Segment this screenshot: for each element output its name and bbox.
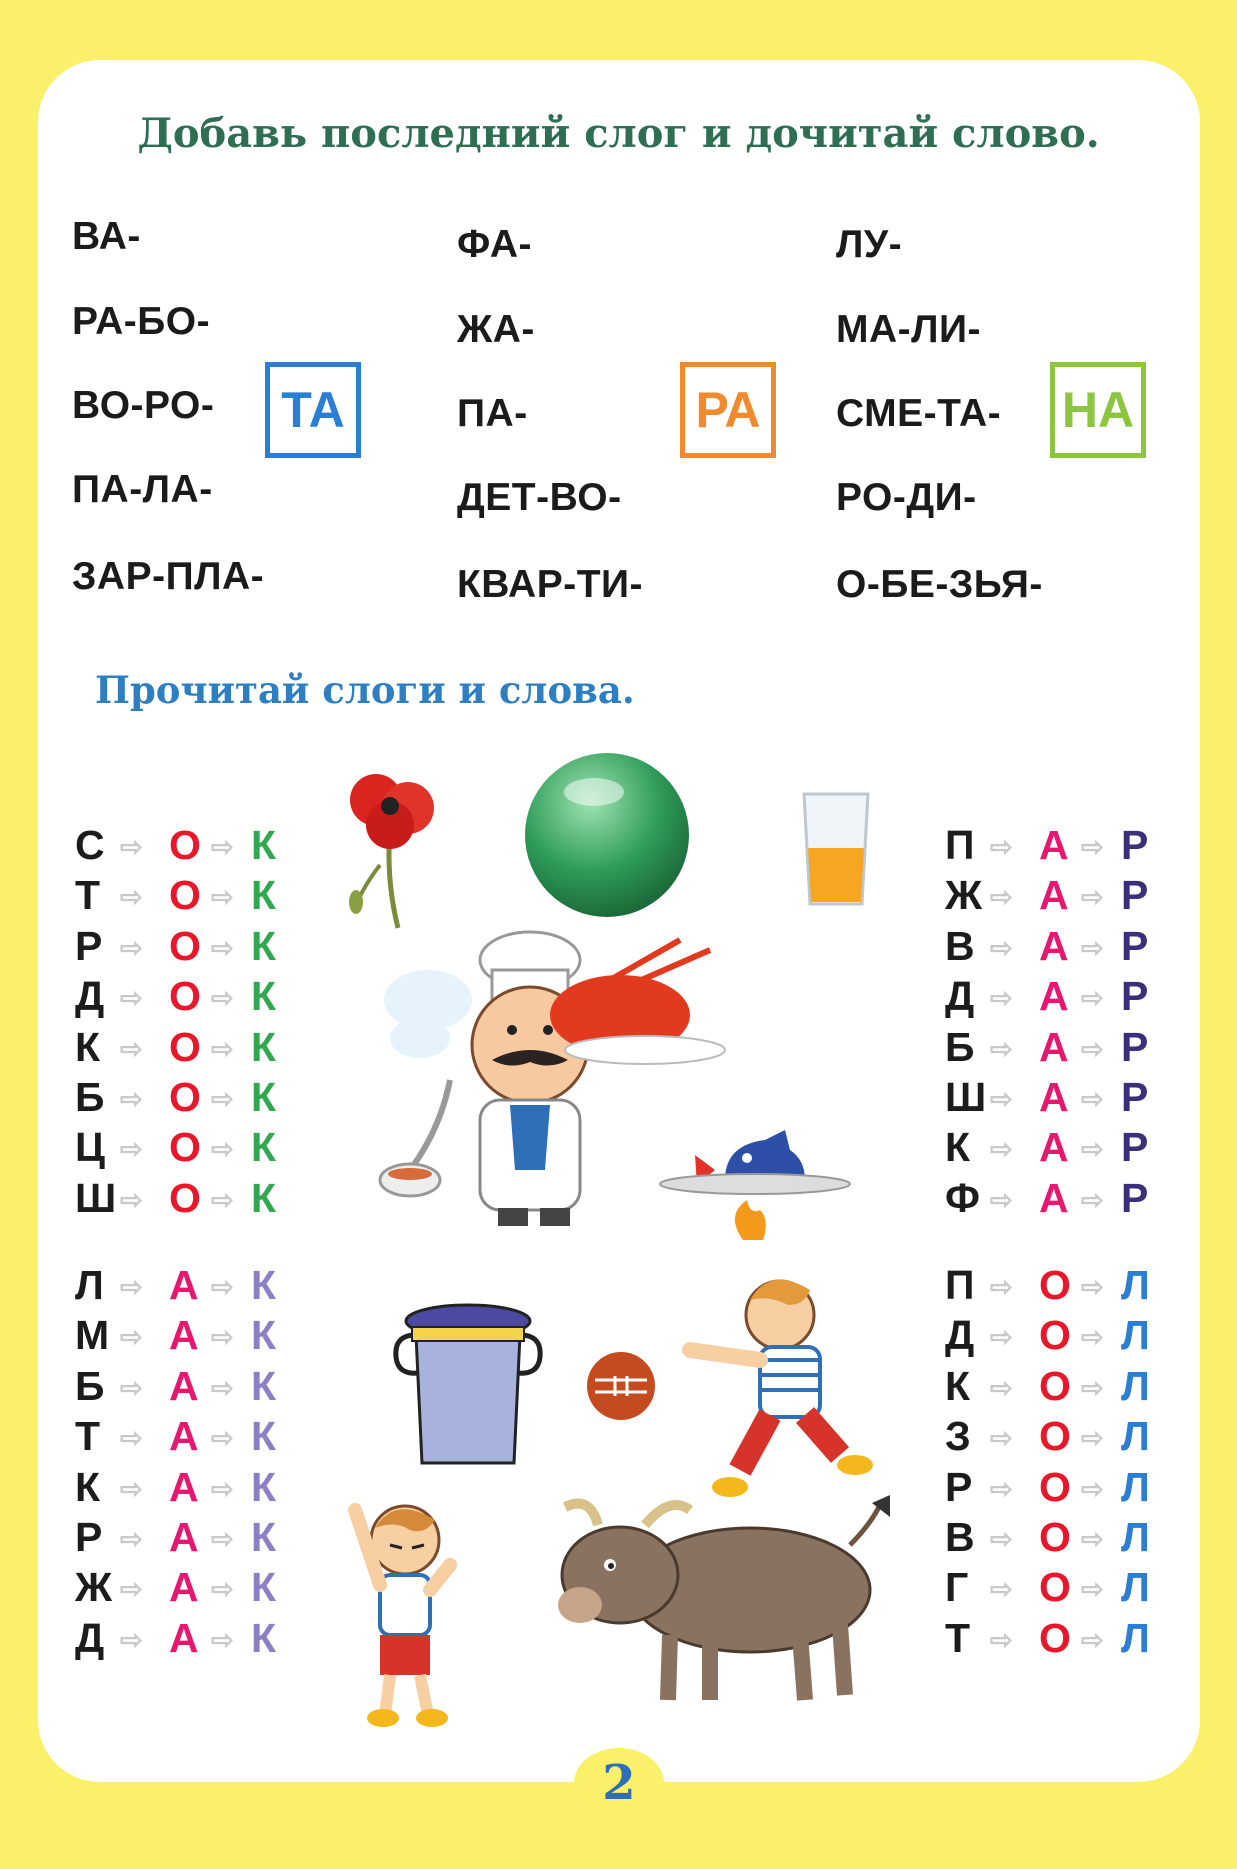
chain-row [945,1175,1185,1223]
chain-vowel: О [169,1023,201,1070]
chain-row [75,1464,315,1512]
chain-last-letter: Р [1121,1174,1149,1221]
chain-row [945,923,1185,971]
arrow-icon: ⇨ [120,1524,143,1554]
chain-last-letter: Р [1121,973,1149,1020]
syllable-word: О-БЕ-ЗЬЯ- [836,563,1043,606]
syllable-box: РА [680,362,776,458]
syllable-word: РА-БО- [72,300,211,343]
chain-row [75,1514,315,1562]
arrow-icon: ⇨ [120,1134,143,1165]
chain-last-letter: Л [1121,1564,1150,1611]
syllable-box: ТА [265,362,361,458]
arrow-icon: ⇨ [120,1574,143,1605]
arrow-icon: ⇨ [1081,1473,1104,1504]
chain-first-letter: К [75,1023,101,1070]
chain-row [75,1175,315,1223]
chain-row [945,1312,1185,1360]
arrow-icon: ⇨ [211,932,234,963]
arrow-icon: ⇨ [990,1184,1013,1215]
syllable-word: ЗАР-ПЛА- [72,555,265,598]
chain-last-letter: Л [1121,1614,1150,1661]
arrow-icon: ⇨ [211,1372,234,1403]
arrow-icon: ⇨ [211,983,234,1014]
chain-row [945,973,1185,1021]
chain-vowel: О [1039,1564,1071,1611]
chain-row [945,1074,1185,1122]
arrow-icon: ⇨ [1081,1184,1104,1215]
chain-vowel: А [169,1312,199,1359]
chain-last-letter: К [251,1124,277,1171]
rugby-ball-icon [585,1350,657,1422]
chain-first-letter: Р [945,1463,973,1510]
syllable-word: ВО-РО- [72,384,215,427]
arrow-icon: ⇨ [120,1272,143,1302]
chain-last-letter: К [251,1614,277,1661]
arrow-icon: ⇨ [990,1574,1013,1605]
chain-last-letter: Л [1121,1413,1150,1460]
chain-vowel: О [1039,1413,1071,1460]
chain-first-letter: Ц [75,1124,105,1171]
chain-last-letter: Р [1121,1023,1149,1070]
chain-vowel: А [1039,973,1069,1020]
chain-first-letter: Т [75,872,101,919]
chain-first-letter: Г [945,1564,969,1611]
arrow-icon: ⇨ [120,1473,143,1504]
arrow-icon: ⇨ [211,1423,234,1454]
chain-last-letter: Л [1121,1463,1150,1510]
arrow-icon: ⇨ [1081,932,1104,963]
syllable-word: ПА-ЛА- [72,468,213,511]
chain-last-letter: К [251,922,277,969]
chain-first-letter: З [945,1413,971,1460]
arrow-icon: ⇨ [990,1372,1013,1403]
fish-dish-icon [655,1110,855,1240]
arrow-icon: ⇨ [1081,1423,1104,1454]
chain-row [75,1124,315,1172]
arrow-icon: ⇨ [990,932,1013,963]
syllable-word: КВАР-ТИ- [457,563,644,606]
syllable-word: ЛУ- [836,223,903,266]
chain-first-letter: К [945,1124,971,1171]
chain-row [945,1363,1185,1411]
ox-icon [550,1495,910,1710]
chain-last-letter: К [251,1413,277,1460]
chain-vowel: О [169,1074,201,1120]
syllable-word: ДЕТ-ВО- [457,476,622,519]
chain-first-letter: К [75,1463,101,1510]
arrow-icon: ⇨ [211,1033,234,1064]
chain-vowel: О [1039,1312,1071,1359]
chain-row [945,1464,1185,1512]
chain-vowel: А [1039,922,1069,969]
arrow-icon: ⇨ [211,1574,234,1605]
arrow-icon: ⇨ [990,1624,1013,1655]
chain-vowel: А [1039,872,1069,919]
chain-vowel: А [1039,1023,1069,1070]
syllable-box: НА [1050,362,1146,458]
chain-last-letter: Р [1121,922,1149,969]
chain-first-letter: Ж [75,1564,113,1611]
chain-first-letter: К [945,1362,971,1409]
arrow-icon: ⇨ [211,1524,234,1554]
chain-last-letter: К [251,1463,277,1510]
arrow-icon: ⇨ [990,1134,1013,1165]
arrow-icon: ⇨ [990,832,1013,862]
chain-last-letter: К [251,1514,277,1560]
chain-vowel: О [1039,1614,1071,1661]
chain-first-letter: Б [75,1362,105,1409]
chain-last-letter: К [251,1023,277,1070]
arrow-icon: ⇨ [1081,832,1104,862]
chain-first-letter: Д [945,1312,975,1359]
syllable-word: ФА- [457,223,532,266]
syllable-word: МА-ЛИ- [836,308,982,351]
arrow-icon: ⇨ [1081,1033,1104,1064]
chain-row [945,822,1185,870]
poppy-icon [328,770,448,930]
chain-last-letter: К [251,1564,277,1611]
arrow-icon: ⇨ [211,882,234,913]
arrow-icon: ⇨ [120,1423,143,1454]
chain-first-letter: В [945,922,975,969]
chain-vowel: О [169,922,201,969]
chain-vowel: А [169,1463,199,1510]
chain-row [75,872,315,920]
chain-first-letter: В [945,1514,975,1560]
chain-vowel: А [1039,1124,1069,1171]
arrow-icon: ⇨ [1081,1524,1104,1554]
chain-last-letter: К [251,1174,277,1221]
chain-first-letter: М [75,1312,110,1359]
chain-vowel: О [1039,1262,1071,1308]
chain-first-letter: Л [75,1262,104,1308]
chain-vowel: А [1039,1174,1069,1221]
chain-vowel: О [169,1124,201,1171]
arrow-icon: ⇨ [990,1423,1013,1454]
chain-last-letter: Л [1121,1514,1150,1560]
chain-first-letter: Т [75,1413,101,1460]
chain-row [945,1413,1185,1461]
chain-first-letter: Р [75,1514,103,1560]
chain-first-letter: Д [75,973,105,1020]
arrow-icon: ⇨ [1081,882,1104,913]
chain-vowel: А [1039,822,1069,868]
chain-last-letter: К [251,1312,277,1359]
heading-read-syllables: Прочитай слоги и слова. [95,668,635,712]
chain-vowel: О [169,1174,201,1221]
page-number: 2 [574,1748,664,1818]
chain-vowel: О [169,872,201,919]
chain-row [75,923,315,971]
chain-vowel: А [169,1614,199,1661]
arrow-icon: ⇨ [990,1524,1013,1554]
arrow-icon: ⇨ [211,1322,234,1353]
chain-last-letter: К [251,1074,277,1120]
chain-vowel: А [169,1564,199,1611]
chain-last-letter: Л [1121,1262,1150,1308]
chain-row [75,1312,315,1360]
chain-row [75,1074,315,1122]
chain-row [945,1024,1185,1072]
arrow-icon: ⇨ [211,1624,234,1655]
chain-first-letter: Ж [945,872,983,919]
pot-icon [388,1295,548,1470]
chain-last-letter: Р [1121,1074,1149,1120]
arrow-icon: ⇨ [211,1184,234,1215]
syllable-word: ВА- [72,215,141,258]
chain-row [75,1615,315,1663]
chain-row [945,1564,1185,1612]
chain-last-letter: К [251,1262,277,1308]
arrow-icon: ⇨ [120,1184,143,1215]
chain-last-letter: Р [1121,822,1149,868]
chain-vowel: А [169,1262,199,1308]
chain-first-letter: Ш [945,1074,987,1120]
chain-first-letter: Б [945,1023,975,1070]
chain-vowel: А [169,1413,199,1460]
chain-last-letter: К [251,973,277,1020]
chain-row [945,1514,1185,1562]
chain-row [75,1363,315,1411]
syllable-word: РО-ДИ- [836,476,977,519]
arrow-icon: ⇨ [211,832,234,862]
running-boy-icon [670,1265,880,1505]
arrow-icon: ⇨ [990,1033,1013,1064]
arrow-icon: ⇨ [990,1084,1013,1114]
chain-row [75,1262,315,1310]
chain-vowel: О [1039,1362,1071,1409]
chain-first-letter: Р [75,922,103,969]
chain-last-letter: К [251,1362,277,1409]
chain-row [75,1564,315,1612]
arrow-icon: ⇨ [1081,1272,1104,1302]
chain-last-letter: Л [1121,1362,1150,1409]
arrow-icon: ⇨ [120,1084,143,1114]
syllable-word: ЖА- [457,308,535,351]
arrow-icon: ⇨ [990,1322,1013,1353]
arrow-icon: ⇨ [1081,983,1104,1014]
arrow-icon: ⇨ [120,932,143,963]
chain-vowel: О [1039,1463,1071,1510]
chain-row [75,973,315,1021]
syllable-word: ПА- [457,392,528,435]
chain-first-letter: Ш [75,1174,117,1221]
chain-last-letter: Р [1121,872,1149,919]
angry-boy-icon [350,1490,460,1730]
chain-row [945,872,1185,920]
chain-vowel: О [1039,1514,1071,1560]
chain-row [945,1262,1185,1310]
chain-first-letter: Д [75,1614,105,1661]
chain-row [945,1124,1185,1172]
arrow-icon: ⇨ [1081,1084,1104,1114]
arrow-icon: ⇨ [120,983,143,1014]
arrow-icon: ⇨ [120,1033,143,1064]
arrow-icon: ⇨ [1081,1322,1104,1353]
arrow-icon: ⇨ [211,1473,234,1504]
chain-vowel: А [169,1362,199,1409]
chain-last-letter: К [251,822,277,868]
arrow-icon: ⇨ [120,1372,143,1403]
arrow-icon: ⇨ [990,882,1013,913]
chain-row [75,1413,315,1461]
chain-row [945,1615,1185,1663]
arrow-icon: ⇨ [1081,1624,1104,1655]
arrow-icon: ⇨ [990,1272,1013,1302]
arrow-icon: ⇨ [1081,1134,1104,1165]
chain-first-letter: П [945,822,975,868]
chain-vowel: О [169,822,201,868]
chain-vowel: О [169,973,201,1020]
arrow-icon: ⇨ [211,1134,234,1165]
chain-first-letter: Т [945,1614,971,1661]
chain-first-letter: Д [945,973,975,1020]
juice-glass-icon [800,790,872,908]
chain-last-letter: Р [1121,1124,1149,1171]
arrow-icon: ⇨ [1081,1372,1104,1403]
chain-first-letter: С [75,822,105,868]
chain-row [75,822,315,870]
heading-add-syllable: Добавь последний слог и дочитай слово. [137,110,1100,157]
arrow-icon: ⇨ [211,1084,234,1114]
chain-vowel: А [169,1514,199,1560]
arrow-icon: ⇨ [211,1272,234,1302]
chain-vowel: А [1039,1074,1069,1120]
chain-row [75,1024,315,1072]
arrow-icon: ⇨ [120,1624,143,1655]
arrow-icon: ⇨ [990,1473,1013,1504]
chain-last-letter: К [251,872,277,919]
chain-last-letter: Л [1121,1312,1150,1359]
chain-first-letter: Б [75,1074,105,1120]
arrow-icon: ⇨ [1081,1574,1104,1605]
syllable-word: СМЕ-ТА- [836,392,1002,435]
chain-first-letter: П [945,1262,975,1308]
arrow-icon: ⇨ [990,983,1013,1014]
chain-first-letter: Ф [945,1174,980,1221]
arrow-icon: ⇨ [120,882,143,913]
green-ball-icon [524,752,690,918]
arrow-icon: ⇨ [120,832,143,862]
arrow-icon: ⇨ [120,1322,143,1353]
